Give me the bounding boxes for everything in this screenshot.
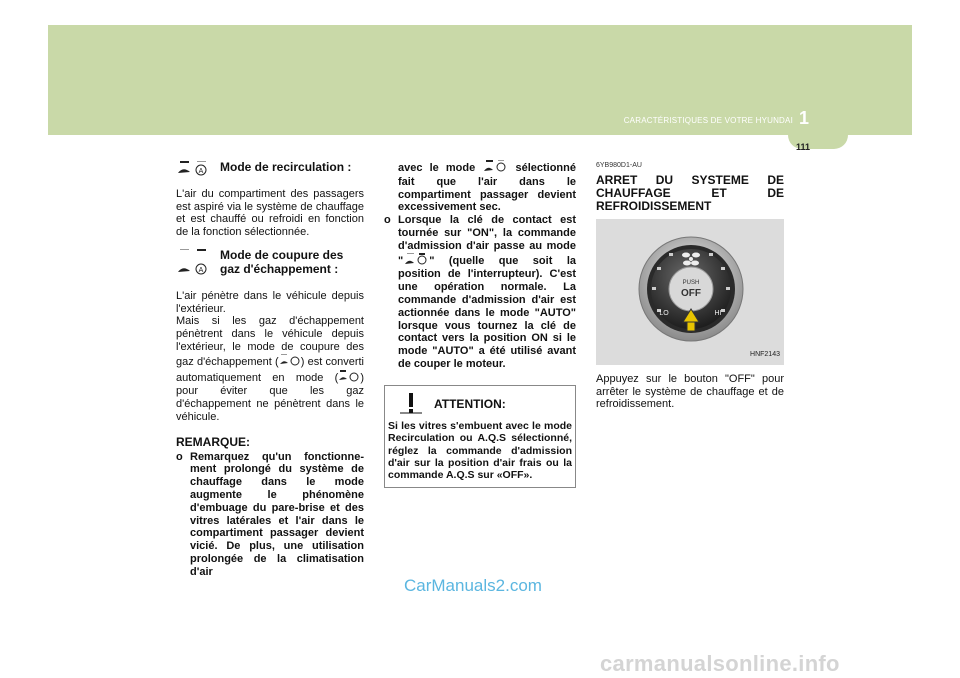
recirc-inline-icon (338, 370, 360, 386)
knob-push-label: PUSH (682, 279, 700, 286)
chapter-title: CARACTÉRISTIQUES DE VOTRE HYUNDAI (623, 116, 793, 125)
warning-icon (398, 392, 424, 417)
continued-text-a: avec le mode (398, 161, 476, 174)
watermark-carmanuals2: CarManuals2.com (404, 576, 542, 595)
ignition-text-b: " (quelle que soit la position de l'interrupteur). C'est une opération normale. La commande d'admission d'air est actionnée dans le mode "AUTO" lorsque vous tournez la clé de contact vers la position ON si le mode "AUTO" a été utilisé avant de couper le moteur. (398, 254, 576, 370)
knob-lo-label: LO (659, 309, 669, 317)
bullet-ignition (384, 214, 576, 371)
column-left (176, 160, 364, 579)
ignition-text (398, 214, 576, 371)
knob-off-label: OFF (681, 287, 701, 299)
photo-caption: HNF2143 (750, 351, 780, 358)
bullet-mark: o (176, 450, 183, 463)
knob-hi-label: HI (714, 309, 722, 317)
exhaust-inline-icon (279, 354, 301, 370)
fan-knob-illustration (636, 225, 746, 357)
recirc-inline-icon-2 (482, 160, 508, 176)
fresh-air-inline-icon (403, 253, 429, 269)
exhaust-text-2b: ) est converti automatiquement en mode ( (176, 355, 365, 384)
watermark-carmanualsonline: carmanualsonline.info (600, 651, 840, 676)
attention-box (384, 385, 576, 488)
recirc-title: Mode de recirculation : (220, 160, 352, 174)
exhaust-title-line2: gaz d'échappement : (220, 261, 339, 276)
remarque-title: REMARQUE: (176, 434, 250, 449)
column-middle (384, 160, 576, 488)
attention-heading (398, 392, 572, 417)
off-instruction-text: Appuyez sur le bouton "OFF" pour arrêter le système de chauffage et de refroidissement. (596, 372, 784, 411)
section-title-line3: REFROIDISSEMENT (596, 198, 712, 213)
ignition-text-a: Lorsque la clé de contact est tournée sur "ON", la commande d'admission d'air passe au mode " (398, 214, 576, 267)
section-title-line1: ARRET DU SYSTEME DE (596, 172, 784, 187)
svg-text:A: A (198, 168, 204, 175)
exhaust-title (220, 248, 343, 276)
exhaust-text-2a: Mais si les gaz d'échappement pénètrent dans le véhicule depuis l'extérieur, le mode de coupure des gaz d'échappement ( (176, 315, 364, 368)
recirc-heading (176, 160, 364, 180)
exhaust-text-2 (176, 315, 364, 423)
section-code: 6YB980D1-AU (596, 162, 642, 169)
attention-text: Si les vitres s'embuent avec le mode Recirculation ou A.Q.S sélectionné, réglez la commande d'admission d'air sur la position d'air frais ou la commande A.Q.S sur «OFF». (388, 420, 572, 482)
continued-text-b: sélectionné fait que l'air dans le compartiment passager devient excessivement sec. (398, 161, 576, 214)
attention-label: ATTENTION: (434, 397, 506, 412)
exhaust-cutoff-icon (176, 248, 210, 282)
bullet-mark-2: o (384, 214, 391, 227)
remarque-bullet (176, 451, 364, 579)
exhaust-text-1: L'air pénètre dans le véhicule depuis l'extérieur. (176, 289, 364, 315)
page-number: 111 (795, 142, 811, 152)
remarque-text: Remarquez qu'un fonctionne-ment prolongé du système de chauffage dans le mode augmente le phénomène d'embuage du pare-brise et des vitres latérales et l'air dans le compartiment passager devient vicié. De plus, une utilisation prolongée de la climatisation d'air (190, 450, 364, 578)
recirc-text: L'air du compartiment des passagers est aspiré via le système de chauffage et est chauffé ou refroidi en fonction de la fonction sélectionnée. (176, 187, 364, 239)
continued-text (384, 160, 576, 214)
exhaust-text-2c: ) pour éviter que les gaz d'échappement ne pénètrent dans le véhicule. (176, 371, 364, 423)
control-knob-photo (596, 219, 784, 365)
column-right (596, 160, 784, 411)
section-title-line2: CHAUFFAGE ET DE (596, 185, 784, 200)
chapter-number: 1 (799, 108, 810, 128)
svg-text:A: A (198, 266, 204, 274)
section-title (596, 174, 784, 213)
recirculation-mode-icon (176, 160, 210, 180)
exhaust-title-line1: Mode de coupure des (220, 247, 344, 262)
exhaust-heading (176, 248, 364, 282)
